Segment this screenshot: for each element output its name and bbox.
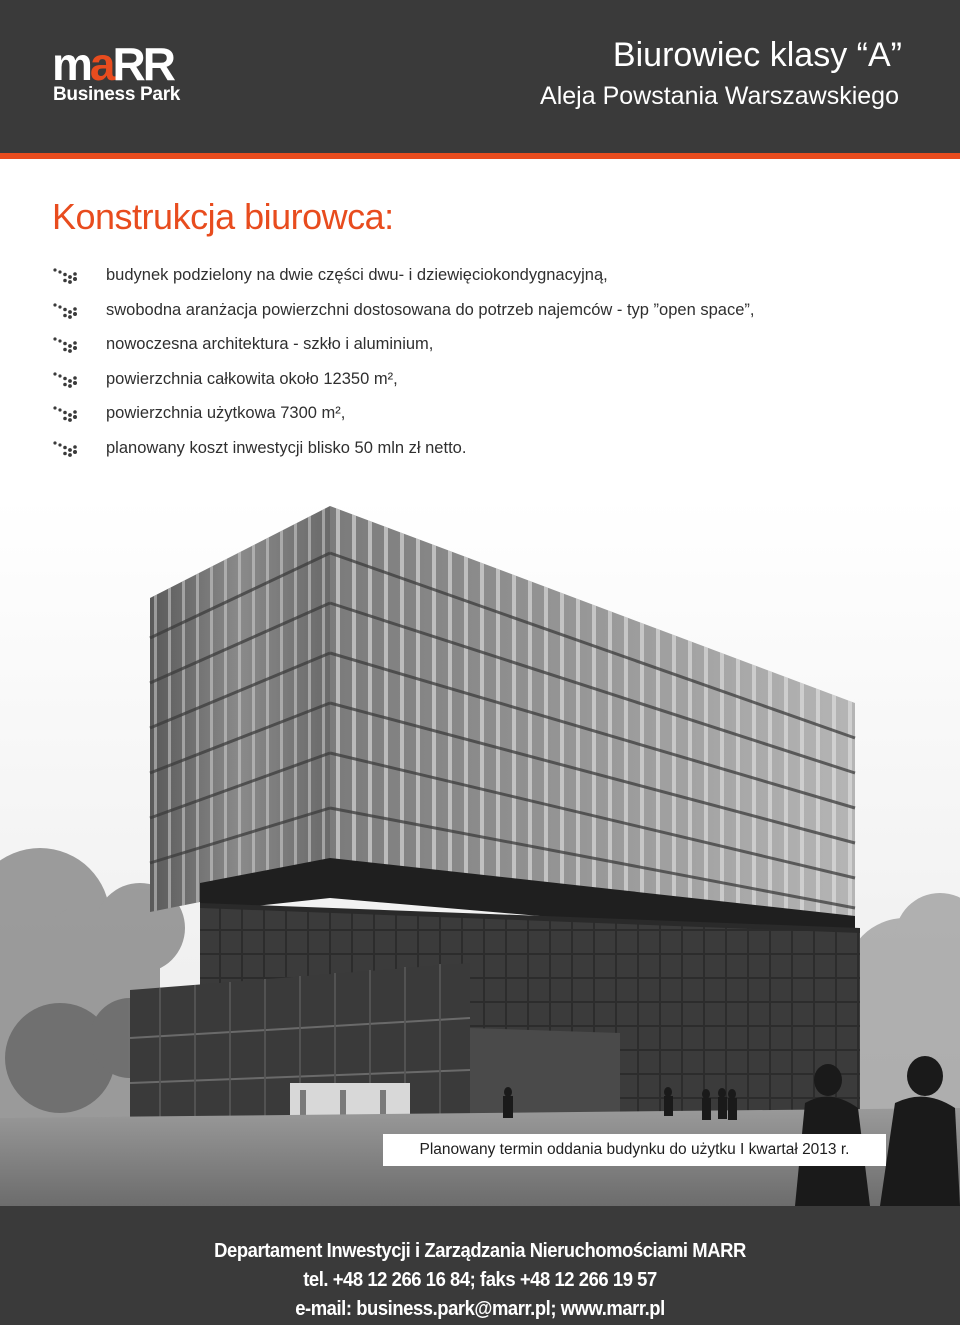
page-subtitle: Aleja Powstania Warszawskiego xyxy=(540,82,899,110)
building-illustration xyxy=(0,498,960,1206)
feature-text: planowany koszt inwestycji blisko 50 mln zł netto. xyxy=(106,438,467,457)
feature-text: swobodna aranżacja powierzchni dostosowana do potrzeb najemców - typ ”open space”, xyxy=(106,300,755,319)
logo-letter-m: m xyxy=(52,38,90,90)
section-heading: Konstrukcja biurowca: xyxy=(52,196,394,237)
footer-phone: tel. +48 12 266 16 84; faks +48 12 266 19 57 xyxy=(303,1268,657,1291)
building-rendering xyxy=(0,498,960,1206)
dot-cluster-bullet-icon xyxy=(53,303,79,319)
feature-text: powierzchnia użytkowa 7300 m², xyxy=(106,404,346,422)
footer-department: Departament Inwestycji i Zarządzania Nieruchomościami MARR xyxy=(214,1239,746,1262)
page-title: Biurowiec klasy “A” xyxy=(612,36,902,74)
header-bar xyxy=(0,0,960,153)
feature-text: nowoczesna architektura - szkło i aluminium, xyxy=(106,335,434,353)
dot-cluster-bullet-icon xyxy=(53,441,79,457)
feature-text: budynek podzielony na dwie części dwu- i dziewięciokondygnacyjną, xyxy=(106,266,608,284)
dot-cluster-bullet-icon xyxy=(53,337,79,353)
completion-caption: Planowany termin oddania budynku do użytku I kwartał 2013 r. xyxy=(419,1141,850,1158)
marr-logo xyxy=(52,38,192,108)
footer-bar xyxy=(0,1206,960,1325)
dot-cluster-bullet-icon xyxy=(53,372,79,388)
header-accent-stripe xyxy=(0,153,960,159)
feature-text: powierzchnia całkowita około 12350 m², xyxy=(106,369,398,388)
logo-subtitle: Business Park xyxy=(53,84,181,105)
logo-letters-rr: RR xyxy=(112,38,173,90)
dot-cluster-bullet-icon xyxy=(53,406,79,422)
dot-cluster-bullet-icon xyxy=(53,268,79,284)
footer-contact: e-mail: business.park@marr.pl; www.marr.pl xyxy=(295,1297,665,1320)
logo-letter-a: a xyxy=(89,38,113,90)
caption-box xyxy=(383,1134,886,1166)
